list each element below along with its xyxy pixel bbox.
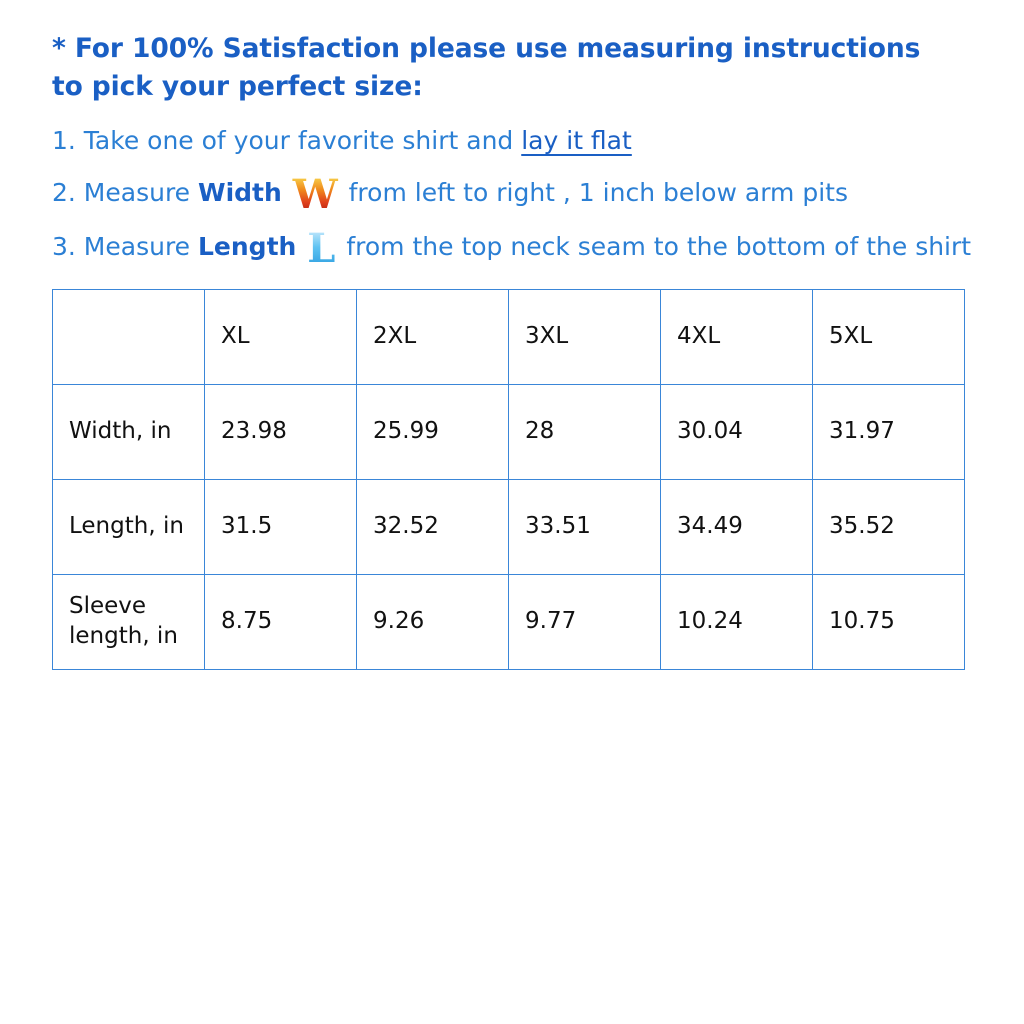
cell-length-3xl: 33.51	[509, 479, 661, 574]
cell-width-4xl: 30.04	[661, 384, 813, 479]
width-letter-icon: W	[290, 177, 341, 213]
cell-width-3xl: 28	[509, 384, 661, 479]
lay-it-flat-emphasis: lay it flat	[521, 126, 632, 156]
cell-sleeve-5xl: 10.75	[813, 574, 965, 669]
table-header-2xl: 2XL	[357, 289, 509, 384]
cell-width-5xl: 31.97	[813, 384, 965, 479]
cell-sleeve-4xl: 10.24	[661, 574, 813, 669]
instruction-step-3	[52, 224, 972, 272]
step-3-prefix: 3. Measure	[52, 231, 198, 261]
table-row	[53, 479, 965, 574]
row-label-sleeve-length: Sleeve length, in	[53, 574, 205, 669]
size-chart-table	[52, 289, 965, 670]
step-1-text: 1. Take one of your favorite shirt and	[52, 126, 522, 156]
step-3-suffix: from the top neck seam to the bottom of the shirt	[338, 231, 972, 261]
table-row	[53, 574, 965, 669]
page-title: * For 100% Satisfaction please use measuring instructions to pick your perfect size:	[52, 33, 921, 102]
table-row	[53, 384, 965, 479]
table-header-5xl: 5XL	[813, 289, 965, 384]
step-2-prefix: 2. Measure	[52, 177, 198, 207]
cell-length-5xl: 35.52	[813, 479, 965, 574]
table-corner-cell	[53, 289, 205, 384]
table-header-row	[53, 289, 965, 384]
step-2-suffix: from left to right , 1 inch below arm pits	[340, 177, 848, 207]
instruction-step-1	[52, 123, 972, 159]
cell-width-2xl: 25.99	[357, 384, 509, 479]
cell-sleeve-xl: 8.75	[205, 574, 357, 669]
row-label-length: Length, in	[53, 479, 205, 574]
cell-length-xl: 31.5	[205, 479, 357, 574]
cell-sleeve-3xl: 9.77	[509, 574, 661, 669]
cell-length-2xl: 32.52	[357, 479, 509, 574]
cell-sleeve-2xl: 9.26	[357, 574, 509, 669]
table-header-4xl: 4XL	[661, 289, 813, 384]
length-label: Length	[198, 231, 297, 261]
cell-length-4xl: 34.49	[661, 479, 813, 574]
table-header-3xl: 3XL	[509, 289, 661, 384]
width-label: Width	[198, 177, 282, 207]
instruction-step-2	[52, 170, 972, 218]
row-label-width: Width, in	[53, 384, 205, 479]
length-letter-icon: L	[304, 231, 338, 267]
cell-width-xl: 23.98	[205, 384, 357, 479]
table-header-xl: XL	[205, 289, 357, 384]
